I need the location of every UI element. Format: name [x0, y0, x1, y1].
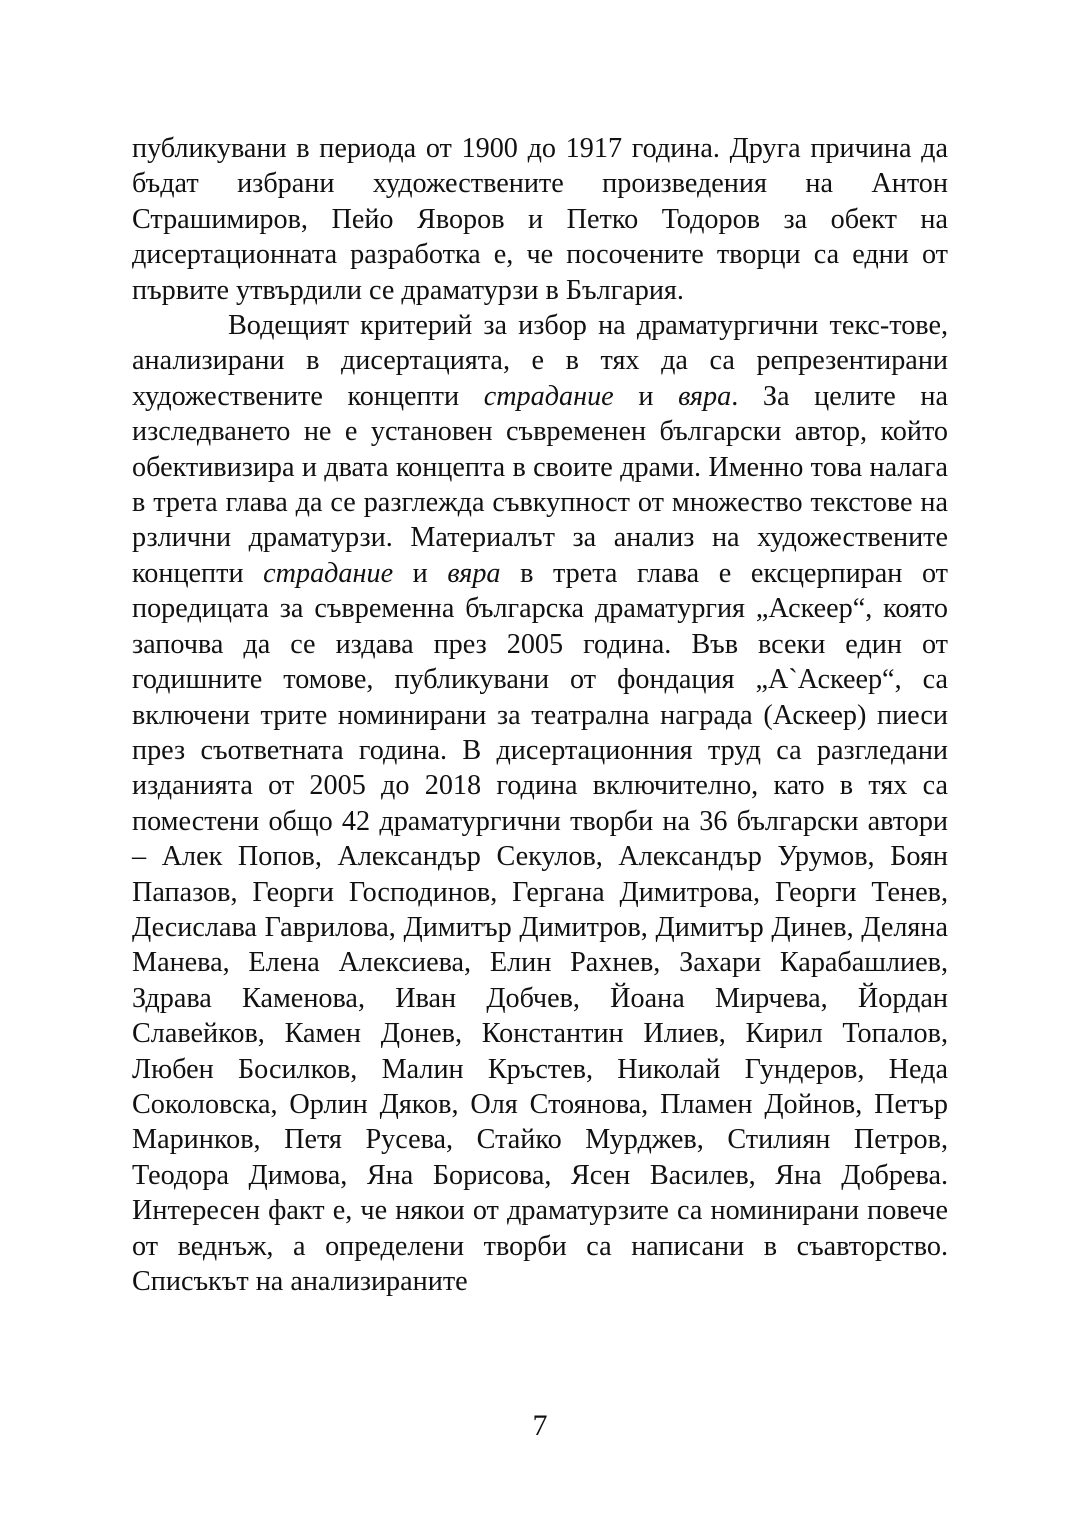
page-number: 7: [532, 1409, 548, 1442]
body-text: [132, 131, 948, 1299]
concept-term-suffering: страдание: [263, 557, 394, 589]
concept-term-suffering: страдание: [483, 380, 614, 412]
paragraph-text: Водещият критерий за избор на драматургични текс-тове, анализирани в дисертацията, е в тях да са репрезентирани художествените концепти: [132, 310, 948, 412]
paragraph-text: и: [613, 380, 679, 412]
paragraph-continuation: публикувани в периода от 1900 до 1917 година. Друга причина да бъдат избрани художествените произведения на Антон Страшимиров, Пейо Яворов и Петко Тодоров за обект на дисертационната разработка е, че посочените творци са едни от първите утвърдили се драматурзи в България.: [132, 133, 948, 306]
paragraph-text: в трета глава е ексцерпиран от поредицата за съвременна българска драматургия „Аскеер“, която започва да се издава през 2005 година. Във всеки един от годишните томове, публикувани от фондация „А`Аскеер“, са включени трите номинирани за театрална награда (Аскеер) пиеси през съответната година. В дисертационния труд са разгледани изданията от 2005 до 2018 година включително, като в тях са поместени общо 42 драматургични творби на 36 български автори – Алек Попов, Александър Секулов, Александър Урумов, Боян Папазов, Георги Господинов, Гергана Димитрова, Георги Тенев, Десислава Гаврилова, Димитър Димитров, Димитър Динев, Деляна Манева, Елена Алексиева, Елин Рахнев, Захари Карабашлиев, Здрава Каменова, Иван Добчев, Йоана Мирчева, Йордан Славейков, Камен Донев, Константин Илиев, Кирил Топалов, Любен Босилков, Малин Кръстев, Николай Гундеров, Неда Соколовска, Орлин Дяков, Оля Стоянова, Пламен Дойнов, Петър Маринков, Петя Русева, Стайко Мурджев, Стилиян Петров, Теодора Димова, Яна Борисова, Ясен Василев, Яна Добрева. Интересен факт е, че някои от драматурзите са номинирани повече от веднъж, а определени творби са написани в съавторство. Списъкът на анализираните: [132, 557, 948, 1297]
paragraph-text: . За целите на изследването не е установен съвременен български автор, който обективизира и двата концепта в своите драми. Именно това налага в трета глава да се разглежда съвкупност от множество текстове на рзлични драматурзи. Материалът за анализ на художествените концепти: [132, 380, 948, 589]
concept-term-faith: вяра: [447, 557, 501, 589]
paragraph-criteria: [132, 308, 948, 1299]
concept-term-faith: вяра: [678, 380, 732, 412]
paragraph-text: и: [393, 557, 448, 589]
